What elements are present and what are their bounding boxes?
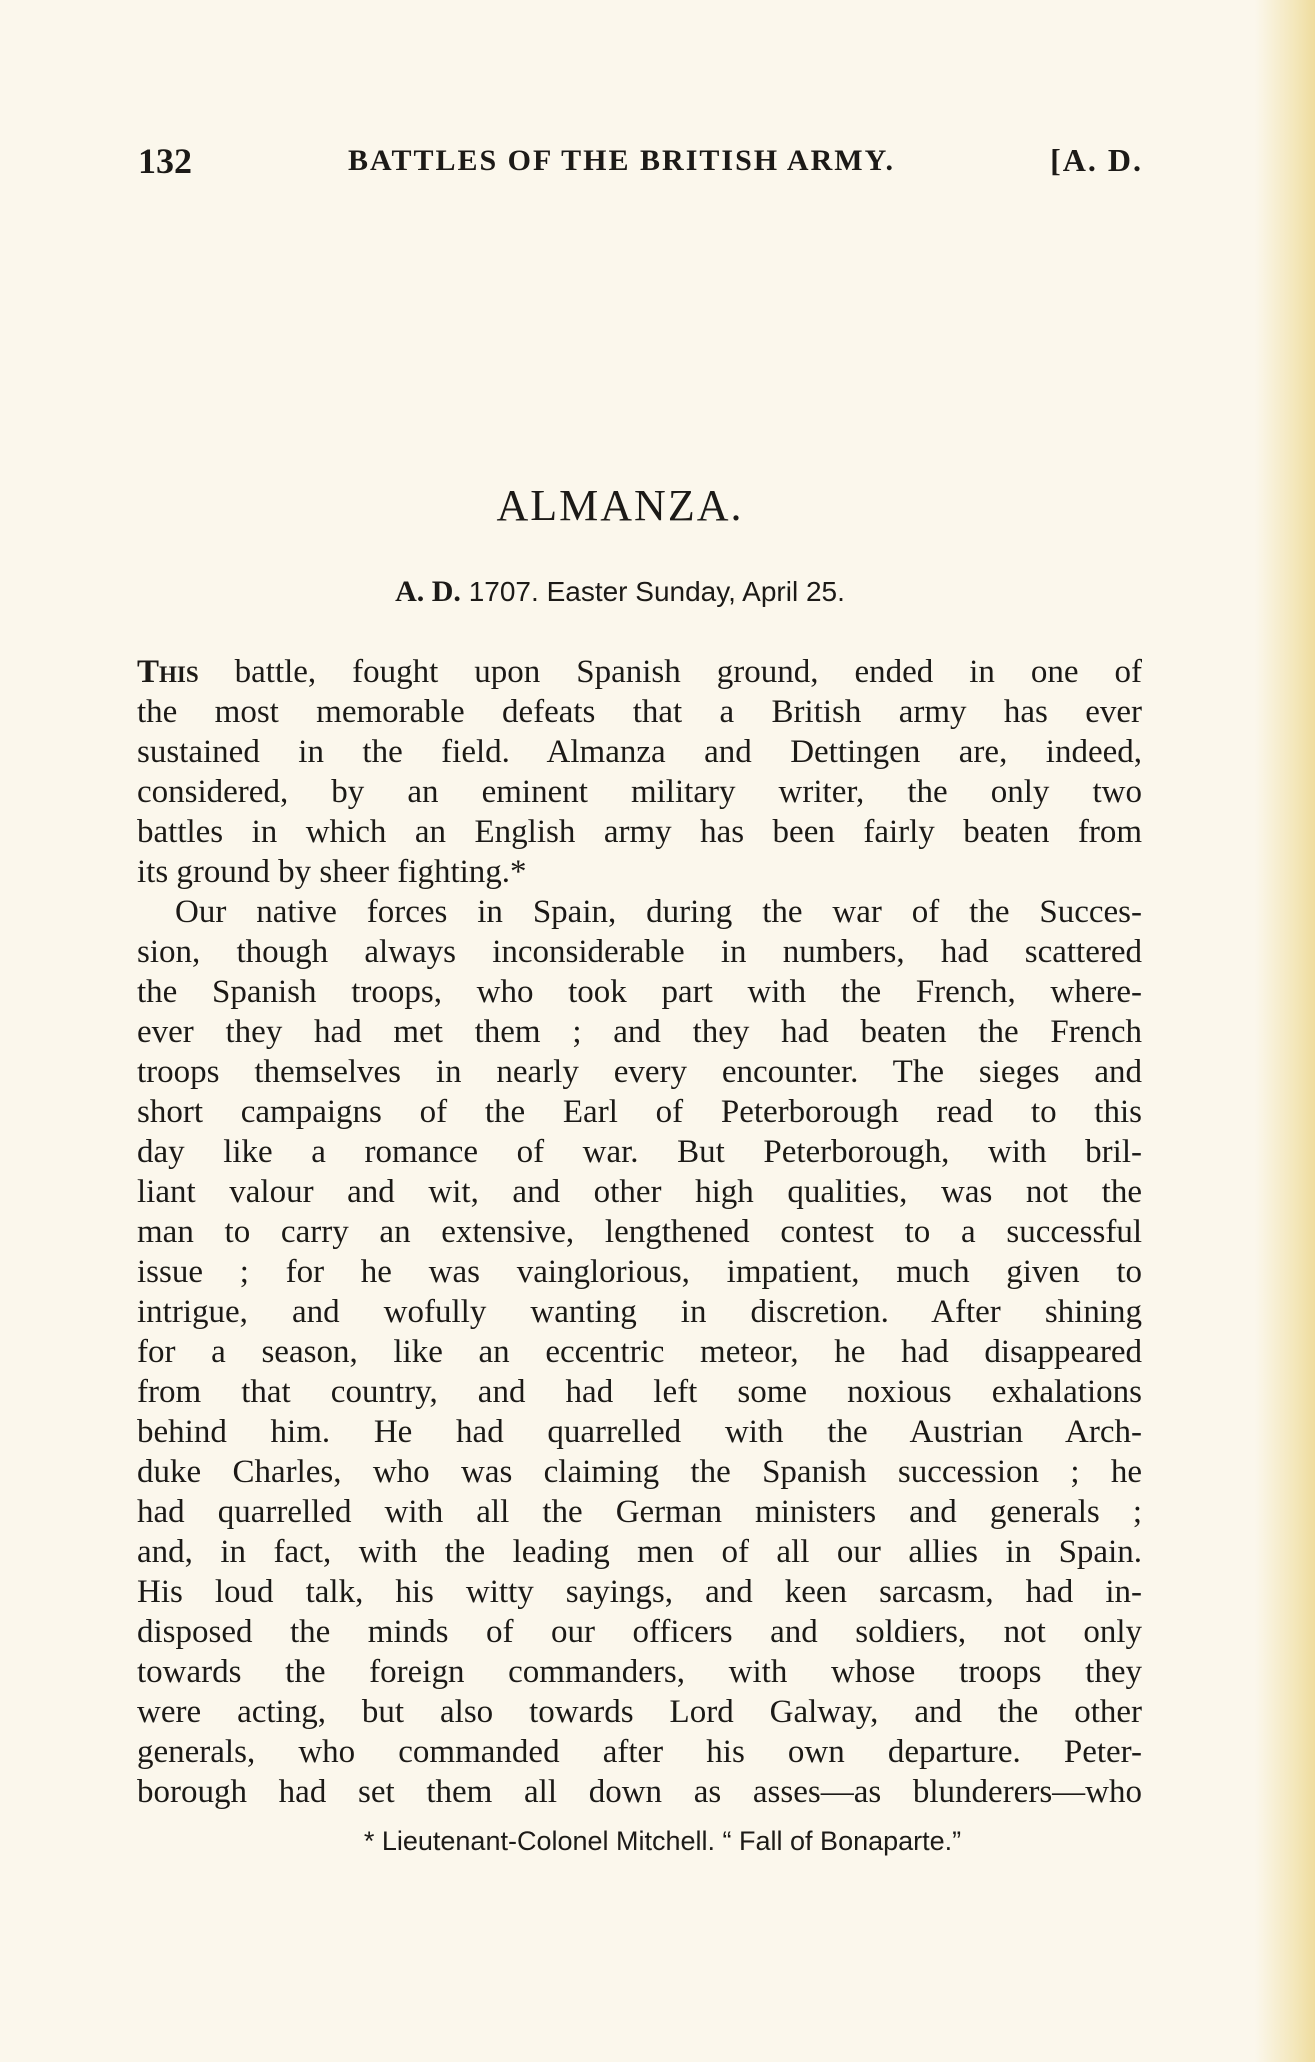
text-line-17: intrigue, and wofully wanting in discretion. After shining [137, 1294, 1142, 1330]
text-line-21: duke Charles, who was claiming the Spanish succession ; he [137, 1454, 1142, 1490]
text-line-13: day like a romance of war. But Peterborough, with bril- [137, 1134, 1142, 1170]
dateline-era: A. D. [395, 575, 461, 608]
text-line-25: disposed the minds of our officers and soldiers, not only [137, 1614, 1142, 1650]
text-line-7: Our native forces in Spain, during the war of the Succes- [175, 894, 1142, 930]
text-line-20: behind him. He had quarrelled with the Austrian Arch- [137, 1414, 1142, 1450]
text-line-9: the Spanish troops, who took part with the French, where- [137, 974, 1142, 1010]
page-edge-shadow [1255, 0, 1315, 2062]
text-line-28: generals, who commanded after his own departure. Peter- [137, 1734, 1142, 1770]
text-line-1: This battle, fought upon Spanish ground, ended in one of [137, 654, 1142, 690]
running-date: [A. D. [1050, 142, 1143, 178]
text-line-27: were acting, but also towards Lord Galway, and the other [137, 1694, 1142, 1730]
page-header [138, 140, 1143, 190]
text-line-3: sustained in the field. Almanza and Dettingen are, indeed, [137, 734, 1142, 770]
body-text [137, 652, 1142, 1812]
text-line-4: considered, by an eminent military writer, the only two [137, 774, 1142, 810]
text-line-29: borough had set them all down as asses—as blunderers—who [137, 1774, 1142, 1810]
footnote: * Lieutenant-Colonel Mitchell. “ Fall of Bonaparte.” [363, 1826, 962, 1856]
drop-word: This [137, 654, 199, 690]
text-line-16: issue ; for he was vainglorious, impatient, much given to [137, 1254, 1142, 1290]
running-title: BATTLES OF THE BRITISH ARMY. [348, 144, 895, 177]
text-line-15: man to carry an extensive, lengthened contest to a successful [137, 1214, 1142, 1250]
text-line-14: liant valour and wit, and other high qualities, was not the [137, 1174, 1142, 1210]
text-line-23: and, in fact, with the leading men of all our allies in Spain. [137, 1534, 1142, 1570]
text-line-8: sion, though always inconsiderable in numbers, had scattered [137, 934, 1142, 970]
page-number: 132 [138, 141, 192, 181]
dateline [0, 575, 1240, 609]
text-line-11: troops themselves in nearly every encounter. The sieges and [137, 1054, 1142, 1090]
dateline-text: 1707. Easter Sunday, April 25. [468, 576, 845, 607]
text-line-2: the most memorable defeats that a British army has ever [137, 694, 1142, 730]
text-line-6: its ground by sheer fighting.* [137, 854, 527, 890]
text-line-22: had quarrelled with all the German ministers and generals ; [137, 1494, 1142, 1530]
text-line-10: ever they had met them ; and they had beaten the French [137, 1014, 1142, 1050]
text-line-5: battles in which an English army has been fairly beaten from [137, 814, 1142, 850]
text-line-19: from that country, and had left some noxious exhalations [137, 1374, 1142, 1410]
text-line-12: short campaigns of the Earl of Peterborough read to this [137, 1094, 1142, 1130]
chapter-title: ALMANZA. [496, 481, 744, 530]
text-line-26: towards the foreign commanders, with whose troops they [137, 1654, 1142, 1690]
text-line-18: for a season, like an eccentric meteor, he had disappeared [137, 1334, 1142, 1370]
text-line-24: His loud talk, his witty sayings, and keen sarcasm, had in- [137, 1574, 1142, 1610]
